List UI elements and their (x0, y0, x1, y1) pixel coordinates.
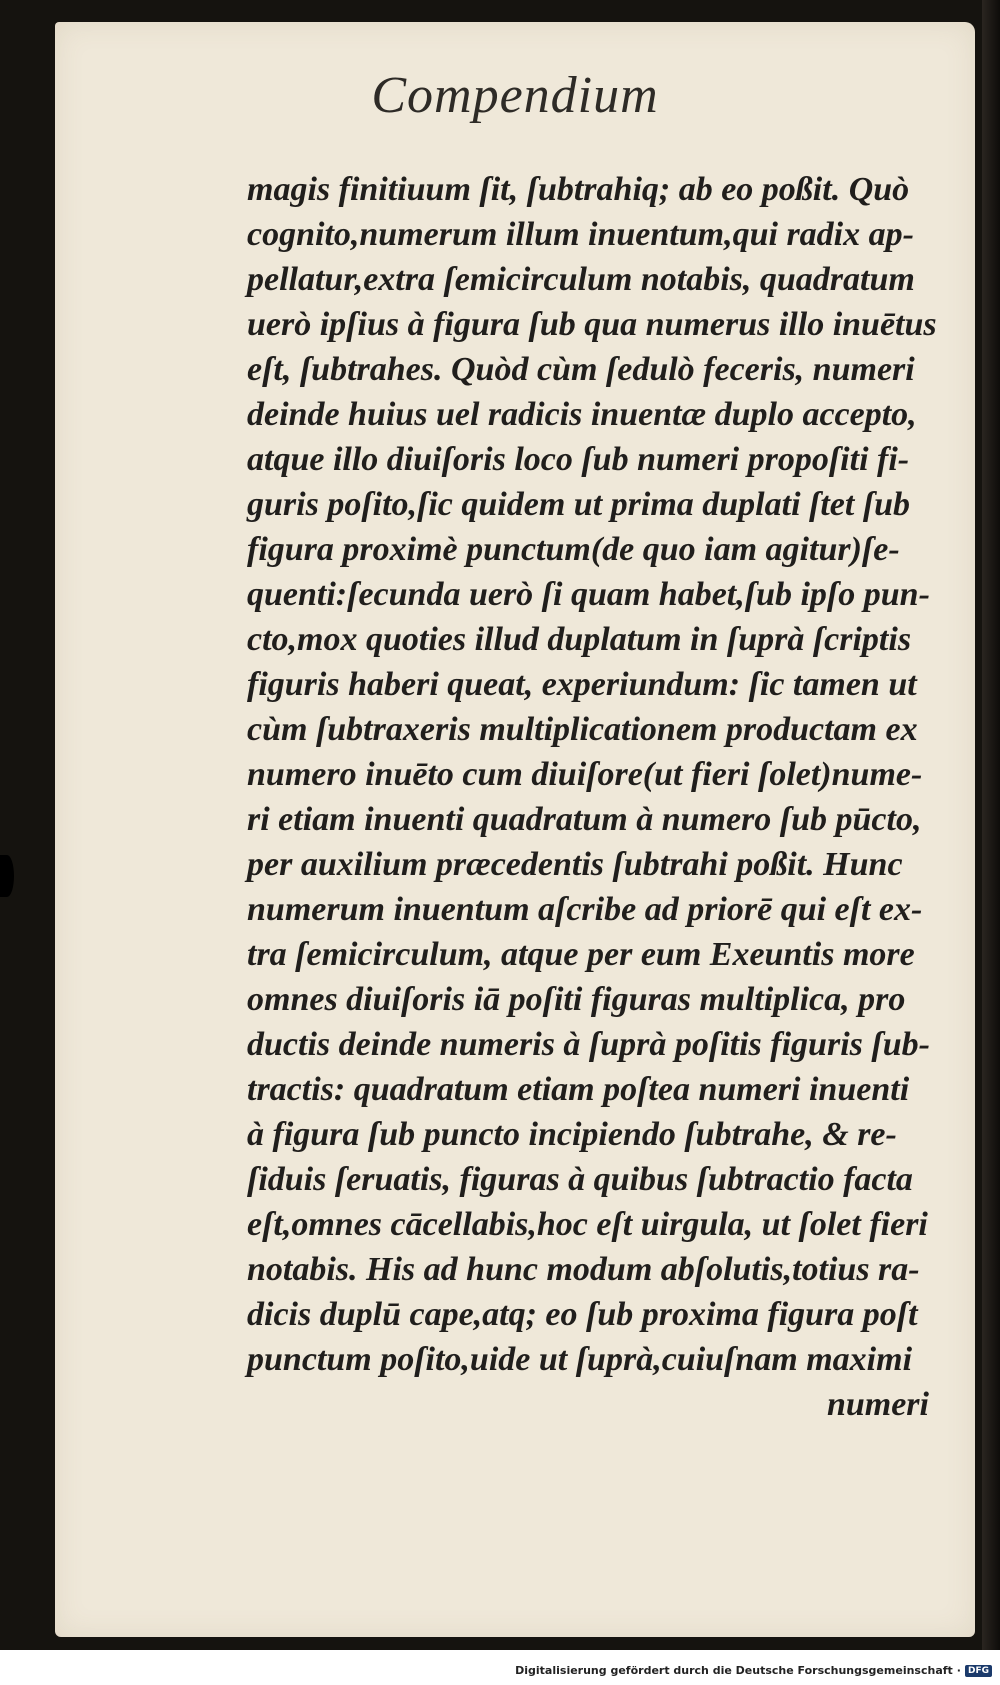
text-line: guris poſito,ſic quidem ut prima duplati ſtet ſub (247, 486, 911, 523)
credit-text: Digitalisierung gefördert durch die Deutsche Forschungsgemeinschaft (515, 1664, 953, 1677)
text-line: eſt,omnes cācellabis,hoc eſt uirgula, ut ſolet fieri (247, 1206, 928, 1243)
book-page (55, 22, 975, 1637)
text-line: eſt, ſubtrahes. Quòd cùm ſedulò feceris, numeri (247, 351, 915, 388)
text-line: per auxilium præcedentis ſubtrahi poßit. Hunc (247, 846, 903, 883)
text-line: punctum poſito,uide ut ſuprà,cuiuſnam maximi (247, 1341, 913, 1378)
text-line: atque illo diuiſoris loco ſub numeri propoſiti fi- (247, 441, 910, 478)
text-line: notabis. His ad hunc modum abſolutis,totius ra- (247, 1251, 920, 1288)
text-line: ductis deinde numeris à ſuprà poſitis figuris ſub- (247, 1026, 930, 1063)
book-edge (982, 0, 1000, 1650)
text-line: ſiduis ſeruatis, figuras à quibus ſubtractio facta (247, 1161, 913, 1198)
body-text (247, 167, 975, 1427)
text-line: magis finitiuum ſit, ſubtrahiq; ab eo poßit. Quò (247, 171, 910, 208)
digitization-credit (515, 1664, 992, 1677)
running-head: Compendium (371, 67, 659, 124)
text-line: dicis duplū cape,atq; eo ſub proxima figura poſt (247, 1296, 918, 1333)
text-line: cto,mox quoties illud duplatum in ſuprà ſcriptis (247, 621, 912, 658)
catchword: numeri (826, 1386, 929, 1423)
text-line: tractis: quadratum etiam poſtea numeri inuenti (247, 1071, 910, 1108)
text-line: pellatur,extra ſemicirculum notabis, quadratum (247, 261, 915, 298)
text-line: quenti:ſecunda uerò ſi quam habet,ſub ipſo pun- (247, 576, 930, 613)
text-line: numero inuēto cum diuiſore(ut fieri ſolet)nume- (247, 756, 923, 793)
text-line: deinde huius uel radicis inuentæ duplo accepto, (247, 396, 917, 433)
text-line: uerò ipſius à figura ſub qua numerus illo inuētus (247, 306, 937, 343)
text-line: ri etiam inuenti quadratum à numero ſub pūcto, (247, 801, 922, 838)
text-line: omnes diuiſoris iā poſiti figuras multiplica, pro (247, 981, 906, 1018)
text-line: à figura ſub puncto incipiendo ſubtrahe, & re- (247, 1116, 897, 1153)
text-line: figura proximè punctum(de quo iam agitur)ſe- (247, 531, 900, 568)
text-line: numerum inuentum aſcribe ad priorē qui eſt ex- (247, 891, 923, 928)
text-line: tra ſemicirculum, atque per eum Exeuntis more (247, 936, 915, 973)
dfg-logo: DFG (965, 1665, 992, 1677)
binding-shadow (0, 855, 14, 897)
text-line: cùm ſubtraxeris multiplicationem productam ex (247, 711, 918, 748)
text-line: cognito,numerum illum inuentum,qui radix ap- (247, 216, 914, 253)
credit-separator: · (956, 1664, 961, 1677)
text-line: figuris haberi queat, experiundum: ſic tamen ut (247, 666, 917, 703)
